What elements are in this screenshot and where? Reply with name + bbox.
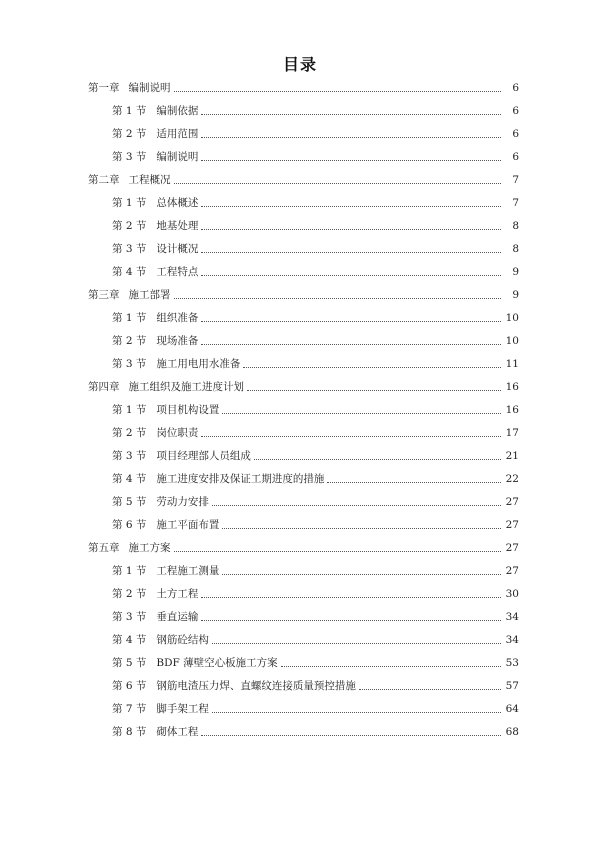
toc-entry-number: 第 6 节: [112, 519, 147, 531]
toc-dot-leader: [222, 573, 501, 575]
toc-entry-page: 11: [505, 358, 519, 370]
toc-section-entry[interactable]: [0, 401, 600, 417]
toc-title: 目录: [282, 55, 317, 74]
toc-entry-title: 项目机构设置: [156, 404, 220, 416]
toc-dot-leader: [222, 527, 501, 529]
toc-entry-title: 组织准备: [156, 312, 199, 324]
toc-entry-number: 第 1 节: [112, 312, 147, 324]
toc-dot-leader: [201, 619, 501, 621]
toc-entry-title: 编制说明: [128, 82, 171, 94]
toc-entry-page: 16: [505, 404, 519, 416]
toc-entry-page: 9: [512, 289, 519, 301]
toc-entry-number: 第 8 节: [112, 726, 147, 738]
toc-entry-title: 编制依据: [156, 105, 199, 117]
toc-entry-number: 第 4 节: [112, 266, 147, 278]
toc-entry-title: 垂直运输: [156, 611, 199, 623]
toc-entry-title: 施工进度安排及保证工期进度的措施: [156, 473, 325, 485]
toc-entry-number: 第 5 节: [112, 657, 147, 669]
toc-entry-title: BDF 薄壁空心板施工方案: [156, 657, 278, 669]
toc-entry-number: 第 3 节: [112, 358, 147, 370]
toc-section-entry[interactable]: [0, 631, 600, 647]
toc-entry-number: 第 1 节: [112, 565, 147, 577]
toc-entry-page: 8: [512, 220, 519, 232]
toc-entry-page: 27: [505, 542, 519, 554]
toc-dot-leader: [201, 435, 501, 437]
toc-entry-title: 项目经理部人员组成: [156, 450, 251, 462]
toc-entry-page: 6: [512, 82, 519, 94]
toc-section-entry[interactable]: [0, 194, 600, 210]
toc-entry-number: 第 1 节: [112, 404, 147, 416]
toc-entry-page: 6: [512, 105, 519, 117]
toc-entry-page: 7: [512, 174, 519, 186]
toc-section-entry[interactable]: [0, 700, 600, 716]
toc-section-entry[interactable]: [0, 562, 600, 578]
toc-entry-number: 第 1 节: [112, 197, 147, 209]
toc-entry-page: 64: [505, 703, 519, 715]
toc-dot-leader: [254, 458, 501, 460]
toc-dot-leader: [359, 688, 501, 690]
toc-entry-number: 第 7 节: [112, 703, 147, 715]
toc-section-entry[interactable]: [0, 332, 600, 348]
toc-section-entry[interactable]: [0, 654, 600, 670]
toc-chapter-entry[interactable]: [0, 286, 600, 302]
toc-entry-title: 钢筋电渣压力焊、直螺纹连接质量预控措施: [156, 680, 356, 692]
toc-entry-page: 8: [512, 243, 519, 255]
toc-section-entry[interactable]: [0, 470, 600, 486]
toc-section-entry[interactable]: [0, 240, 600, 256]
toc-dot-leader: [201, 596, 501, 598]
toc-entry-page: 57: [505, 680, 519, 692]
toc-entry-title: 工程特点: [156, 266, 199, 278]
toc-dot-leader: [212, 711, 501, 713]
toc-chapter-entry[interactable]: [0, 539, 600, 555]
toc-entry-title: 施工平面布置: [156, 519, 220, 531]
toc-entry-title: 编制说明: [156, 151, 199, 163]
toc-entry-number: 第 4 节: [112, 634, 147, 646]
toc-dot-leader: [174, 182, 502, 184]
toc-entry-title: 施工组织及施工进度计划: [128, 381, 244, 393]
toc-section-entry[interactable]: [0, 309, 600, 325]
toc-entry-page: 16: [505, 381, 519, 393]
toc-entry-page: 27: [505, 496, 519, 508]
toc-chapter-entry[interactable]: [0, 378, 600, 394]
toc-entry-title: 总体概述: [156, 197, 199, 209]
toc-entry-page: 10: [505, 335, 519, 347]
toc-entry-number: 第 3 节: [112, 611, 147, 623]
toc-dot-leader: [201, 113, 501, 115]
toc-section-entry[interactable]: [0, 355, 600, 371]
toc-entry-title: 现场准备: [156, 335, 199, 347]
toc-entry-number: 第五章: [88, 542, 120, 554]
toc-dot-leader: [212, 642, 501, 644]
toc-entry-number: 第 2 节: [112, 427, 147, 439]
toc-entry-number: 第 3 节: [112, 450, 147, 462]
toc-entry-page: 10: [505, 312, 519, 324]
toc-section-entry[interactable]: [0, 217, 600, 233]
toc-section-entry[interactable]: [0, 424, 600, 440]
toc-entry-page: 6: [512, 128, 519, 140]
toc-entry-title: 岗位职责: [156, 427, 199, 439]
toc-entry-number: 第 2 节: [112, 220, 147, 232]
toc-entry-number: 第 1 节: [112, 105, 147, 117]
toc-entry-page: 30: [505, 588, 519, 600]
toc-entry-page: 7: [512, 197, 519, 209]
toc-chapter-entry[interactable]: [0, 79, 600, 95]
toc-dot-leader: [174, 90, 502, 92]
toc-entry-number: 第二章: [88, 174, 120, 186]
toc-entry-title: 脚手架工程: [156, 703, 209, 715]
toc-section-entry[interactable]: [0, 723, 600, 739]
toc-section-entry[interactable]: [0, 263, 600, 279]
toc-section-entry[interactable]: [0, 677, 600, 693]
toc-dot-leader: [201, 159, 501, 161]
toc-dot-leader: [201, 274, 501, 276]
toc-dot-leader: [201, 343, 501, 345]
toc-chapter-entry[interactable]: [0, 171, 600, 187]
toc-entry-number: 第 3 节: [112, 151, 147, 163]
toc-entry-number: 第一章: [88, 82, 120, 94]
toc-dot-leader: [243, 366, 501, 368]
toc-section-entry[interactable]: [0, 516, 600, 532]
toc-entry-title: 劳动力安排: [156, 496, 209, 508]
toc-entry-title: 施工用电用水准备: [156, 358, 241, 370]
toc-entry-title: 设计概况: [156, 243, 199, 255]
toc-entry-page: 21: [505, 450, 519, 462]
toc-entry-page: 27: [505, 565, 519, 577]
toc-dot-leader: [212, 504, 501, 506]
toc-entry-page: 27: [505, 519, 519, 531]
toc-entry-title: 工程概况: [128, 174, 171, 186]
toc-entry-page: 34: [505, 634, 519, 646]
toc-dot-leader: [174, 550, 502, 552]
toc-entry-title: 工程施工测量: [156, 565, 220, 577]
toc-entry-number: 第 2 节: [112, 588, 147, 600]
toc-entry-page: 6: [512, 151, 519, 163]
toc-entry-title: 土方工程: [156, 588, 199, 600]
toc-section-entry[interactable]: [0, 125, 600, 141]
toc-dot-leader: [201, 228, 501, 230]
toc-entry-page: 17: [505, 427, 519, 439]
toc-dot-leader: [201, 251, 501, 253]
toc-entry-page: 53: [505, 657, 519, 669]
toc-entry-page: 22: [505, 473, 519, 485]
toc-entry-number: 第 3 节: [112, 243, 147, 255]
toc-entry-title: 砌体工程: [156, 726, 199, 738]
toc-entry-title: 适用范围: [156, 128, 199, 140]
toc-entry-page: 68: [505, 726, 519, 738]
toc-dot-leader: [222, 412, 501, 414]
toc-dot-leader: [201, 136, 501, 138]
toc-entry-number: 第四章: [88, 381, 120, 393]
toc-section-entry[interactable]: [0, 608, 600, 624]
toc-entry-title: 地基处理: [156, 220, 199, 232]
toc-entry-number: 第 5 节: [112, 496, 147, 508]
toc-entry-page: 9: [512, 266, 519, 278]
toc-dot-leader: [247, 389, 501, 391]
toc-entry-title: 钢筋砼结构: [156, 634, 209, 646]
toc-entry-number: 第 2 节: [112, 335, 147, 347]
toc-dot-leader: [174, 297, 502, 299]
toc-section-entry[interactable]: [0, 585, 600, 601]
toc-dot-leader: [201, 734, 501, 736]
toc-section-entry[interactable]: [0, 447, 600, 463]
toc-entry-number: 第 6 节: [112, 680, 147, 692]
toc-entry-title: 施工方案: [128, 542, 171, 554]
toc-entry-title: 施工部署: [128, 289, 171, 301]
toc-section-entry[interactable]: [0, 148, 600, 164]
toc-entry-page: 34: [505, 611, 519, 623]
toc-dot-leader: [201, 205, 501, 207]
toc-section-entry[interactable]: [0, 102, 600, 118]
toc-entry-number: 第三章: [88, 289, 120, 301]
toc-dot-leader: [201, 320, 501, 322]
toc-section-entry[interactable]: [0, 493, 600, 509]
toc-entry-number: 第 4 节: [112, 473, 147, 485]
toc-dot-leader: [281, 665, 501, 667]
toc-entry-number: 第 2 节: [112, 128, 147, 140]
toc-dot-leader: [327, 481, 501, 483]
